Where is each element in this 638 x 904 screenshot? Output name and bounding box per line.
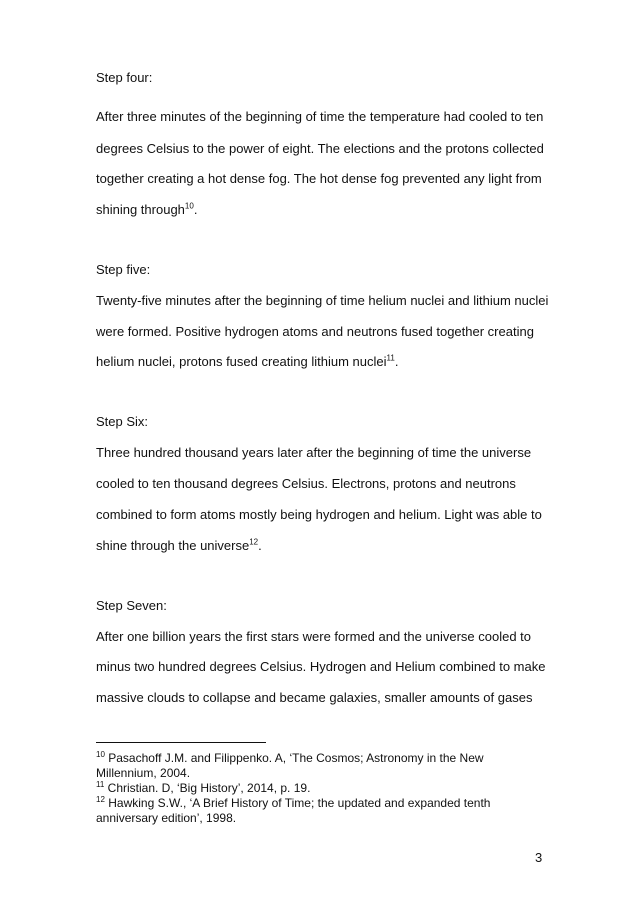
footnote-10-text: Pasachoff J.M. and Filippenko. A, ‘The Cosmos; Astronomy in the New: [108, 751, 484, 765]
step-four-line-3: together creating a hot dense fog. The hot dense fog prevented any light from: [96, 171, 542, 186]
footnote-12-text: Hawking S.W., ‘A Brief History of Time; the updated and expanded tenth: [108, 796, 491, 810]
footnote-ref-12: 12: [249, 537, 259, 547]
step-four-heading: Step four:: [96, 70, 153, 85]
step-seven-line-1: After one billion years the first stars were formed and the universe cooled to: [96, 629, 531, 644]
step-six-line-4: shine through the universe$^{12}$.: [96, 537, 262, 553]
step-seven-line-3: massive clouds to collapse and became galaxies, smaller amounts of gases: [96, 690, 533, 705]
step-five-line-2: were formed. Positive hydrogen atoms and neutrons fused together creating: [96, 324, 534, 339]
step-six-line-2: cooled to ten thousand degrees Celsius. Electrons, protons and neutrons: [96, 476, 516, 491]
step-four-line-4: shining through$^{10}$.: [96, 201, 198, 217]
step-five-line-3: helium nuclei, protons fused creating lithium nuclei$^{11}$.: [96, 353, 399, 369]
step-six-line-4-text: shine through the universe: [96, 538, 250, 553]
footnote-12-line-2: anniversary edition’, 1998.: [96, 811, 237, 825]
footnote-10-line-1: [96, 751, 484, 766]
footnote-12-line-1: [96, 796, 490, 811]
footnote-10-line-2: Millennium, 2004.: [96, 766, 191, 780]
step-five-line-3-text: helium nuclei, protons fused creating lithium nuclei: [96, 354, 387, 369]
step-four-line-2: degrees Celsius to the power of eight. The elections and the protons collected: [96, 141, 544, 156]
footnote-ref-10: 10: [184, 201, 194, 211]
footnote-11: [96, 781, 310, 796]
step-seven-heading: Step Seven:: [96, 598, 167, 613]
footnote-10-number: 10: [96, 750, 105, 759]
footnote-separator: [96, 742, 266, 743]
step-seven-line-2: minus two hundred degrees Celsius. Hydrogen and Helium combined to make: [96, 659, 546, 674]
footnote-11-number: 11: [96, 780, 105, 789]
step-five-line-1: Twenty-five minutes after the beginning of time helium nuclei and lithium nuclei: [96, 293, 549, 308]
footnote-ref-11: 11: [386, 353, 395, 363]
footnote-12-number: 12: [96, 795, 105, 804]
footnote-11-text: Christian. D, ‘Big History’, 2014, p. 19.: [107, 781, 311, 795]
step-six-heading: Step Six:: [96, 414, 149, 429]
page-number: 3: [535, 850, 543, 865]
step-four-line-1: After three minutes of the beginning of time the temperature had cooled to ten: [96, 109, 544, 124]
step-six-line-1: Three hundred thousand years later after the beginning of time the universe: [96, 445, 532, 460]
step-four-line-4-text: shining through: [96, 202, 185, 217]
step-six-line-3: combined to form atoms mostly being hydrogen and helium. Light was able to: [96, 507, 542, 522]
step-five-heading: Step five:: [96, 262, 151, 277]
